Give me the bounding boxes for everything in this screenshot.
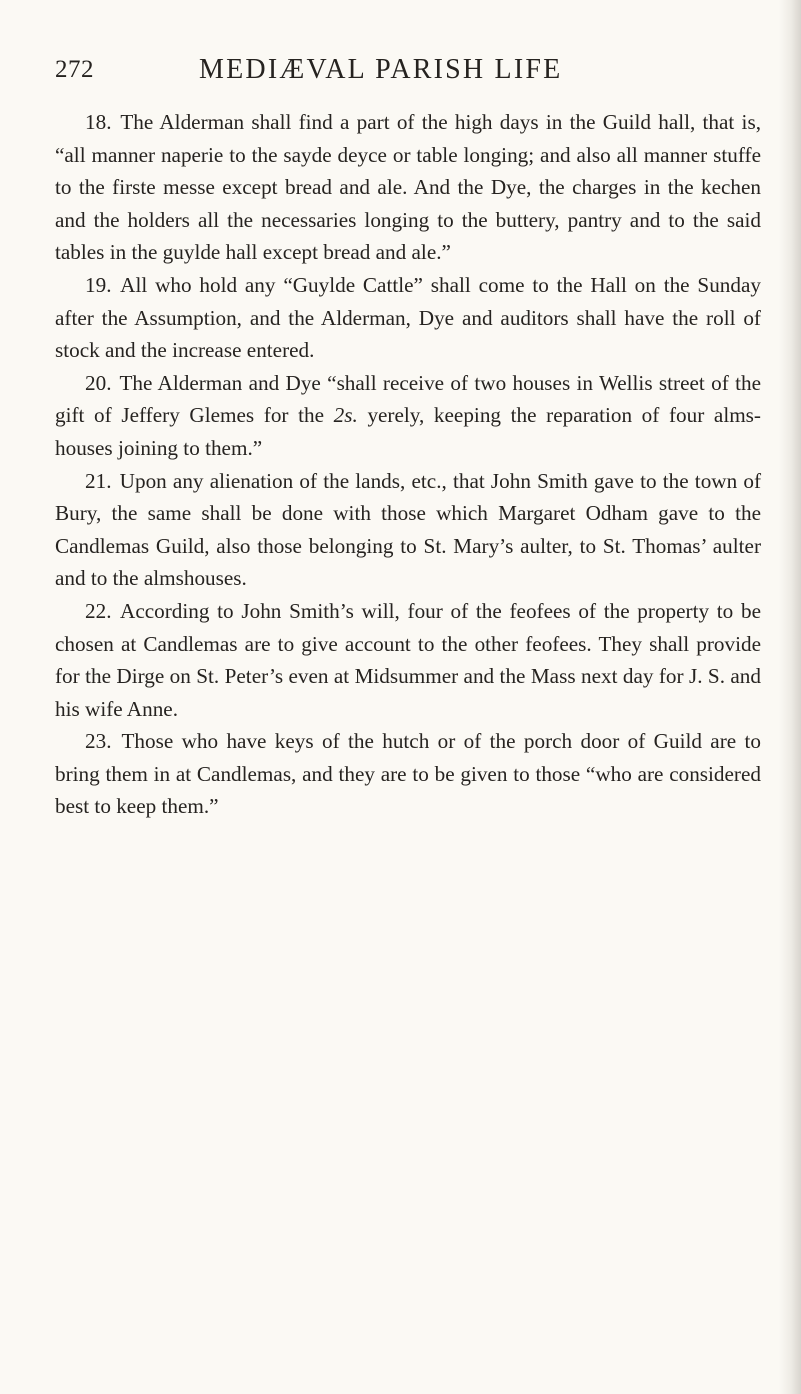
paragraph-text: The Alderman shall find a part of the high days in the Guild hall, that is, “all manner naperie to the sayde deyce or table longing; and also all manner stuffe to the firste messe except bread and ale. And the Dye, the charges in the kechen and the holders all the necessaries longing to the buttery, pantry and to the said tables in the guylde hall except bread and ale.” [55,110,761,265]
paragraph-text-continued: yerely, keeping the reparation of four alms-houses joining to them.” [55,403,761,460]
paragraph-22 [55,595,761,725]
paragraph-text: According to John Smith’s will, four of the feofees of the property to be chosen at Candlemas are to give account to the other feofees. They shall provide for the Dirge on St. Peter’s even at Midsummer and the Mass next day for J. S. and his wife Anne. [55,598,761,721]
paragraph-number: 21. [85,468,112,493]
paragraph-number: 18. [85,110,112,134]
paragraph-text: Upon any alienation of the lands, etc., that John Smith gave to the town of Bury, the same shall be done with those which Margaret Odham gave to the Candlemas Guild, also those belonging to St. Mary’s aulter, to St. Thomas’ aulter and to the almshouses. [55,468,762,591]
money-amount: 2s. [333,403,358,428]
page-number: 272 [55,56,94,83]
running-title: MEDIÆVAL PARISH LIFE [199,54,563,85]
paragraph-number: 20. [85,370,112,395]
paragraph-23 [55,725,761,823]
paragraph-text: Those who have keys of the hutch or of the porch door of Guild are to bring them in at Candlemas, and they are to be given to those “who are considered best to keep them.” [55,729,761,819]
paragraph-number: 19. [85,272,112,297]
paragraph-21 [55,465,761,595]
paragraph-19 [55,269,761,367]
paragraph-text: The Alderman and Dye “shall receive of two houses in Wellis street of the gift of Jeffery Glemes for the [55,370,761,428]
running-head [55,54,775,94]
body-text [55,106,761,823]
paragraph-18 [55,106,761,269]
paragraph-number: 22. [85,598,112,623]
paragraph-20 [55,367,761,465]
paragraph-number: 23. [85,729,112,754]
paragraph-text: All who hold any “Guylde Cattle” shall come to the Hall on the Sunday after the Assumption, and the Alderman, Dye and auditors shall have the roll of stock and the increase entered. [55,272,761,363]
page-edge-shadow [779,0,801,1394]
